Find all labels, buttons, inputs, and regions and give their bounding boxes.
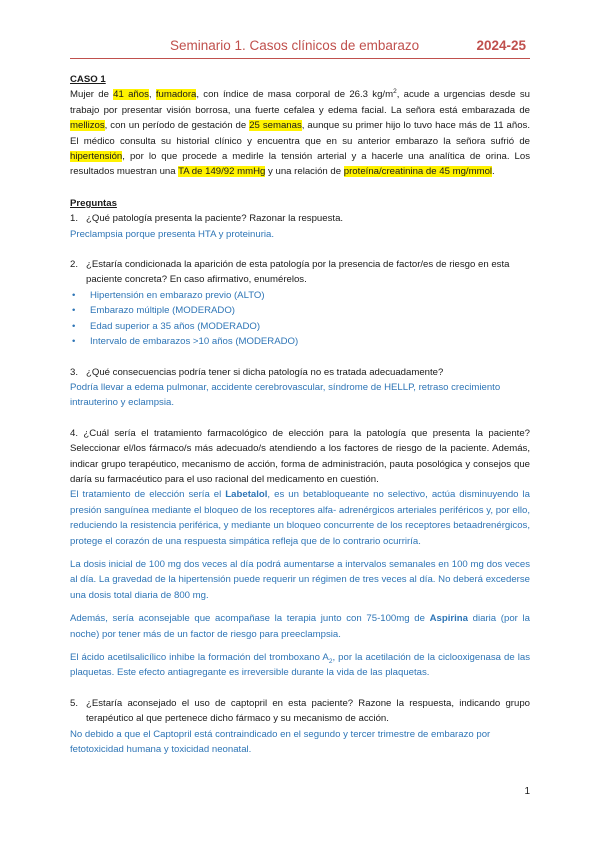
question-text: ¿Qué consecuencias podría tener si dicha patología no es tratada adecuadamente?	[86, 366, 444, 378]
list-item: • Edad superior a 35 años (MODERADO)	[70, 319, 530, 334]
question-text-4	[70, 426, 530, 488]
drug-aspirin: Aspirina	[429, 613, 468, 625]
answer-3: Podría llevar a edema pulmonar, accidente cerebrovascular, síndrome de HELLP, retraso crecimiento intrauterino y eclampsia.	[70, 381, 501, 409]
question-number: 3.	[70, 366, 79, 378]
case-description	[70, 87, 530, 179]
answer-5: No debido a que el Captopril está contraindicado en el segundo y tercer trimestre de embarazo por fetotoxicidad humana y toxicidad neonatal.	[70, 728, 491, 756]
answer-4-aspirin	[70, 611, 530, 642]
highlight-twins: mellizos	[70, 120, 105, 132]
case-text: , por lo que procede a medirle la tensión arterial y a hacerle una analítica de orina. Los resultados muestran una	[70, 151, 530, 178]
answer-text: diaria (por la noche) por tener más de un factor de riesgo para preeclampsia.	[70, 613, 530, 640]
case-text: , acude a urgencias desde su trabajo por presentar visión borrosa, una fuerte cefalea y edema facial. La señora está embarazada de	[70, 89, 530, 116]
case-text: , con índice de masa corporal de 26.3 kg/m	[196, 89, 394, 101]
document-body	[70, 72, 530, 757]
case-text: Mujer de	[70, 89, 114, 101]
list-item: • Intervalo de embarazos >10 años (MODERADO)	[70, 334, 530, 349]
case-text: .	[492, 166, 495, 178]
answer-4-mechanism	[70, 487, 530, 549]
answer-text: Además, sería aconsejable que acompañase la terapia junto con 75-100mg de	[70, 613, 430, 625]
question-text: ¿Cuál sería el tratamiento farmacológico de elección para la patología que presenta la paciente? Seleccionar el/los fármaco/s más adecuado/s atendiendo a los factores de riesgo de la paciente. Además, indicar grupo terapéutico, mecanismo de acción, forma de administración, pauta posológica y consejos que daría su farmacéutico para el uso racional del medicamento en cuestión.	[70, 427, 530, 485]
list-item: • Hipertensión en embarazo previo (ALTO)	[70, 288, 530, 303]
highlight-protein: proteína/creatinina de 45 mg/mmol	[343, 166, 493, 178]
header-year: 2024-25	[476, 38, 526, 53]
page-header	[70, 38, 530, 59]
answer-4-dosage: La dosis inicial de 100 mg dos veces al día podrá aumentarse a intervalos semanales en 100 mg dos veces al día. La gravedad de la hipertensión puede requerir un régimen de tres veces al día. No deberá excederse una dosis total diaria de 800 mg.	[70, 558, 530, 601]
case-text: , con un período de gestación de	[104, 120, 250, 132]
questions-title: Preguntas	[70, 197, 117, 209]
answer-text: , es un betabloqueante no selectivo, actúa disminuyendo la presión sanguínea mediante el bloqueo de los receptores alfa- adrenérgicos arteriales periféricos y, por ello, reduciendo la resistencia periférica, y mediante un bloqueo concurrente de los receptores betaadrenérgicos, protege el corazón de una respuesta simpática refleja que de lo contrario ocurriría.	[70, 489, 530, 547]
case-text: , aunque su primer hijo lo tuvo hace más de 11 años. El médico consulta su historial clínico y encuentra que en su anterior embarazo la señora sufrió de	[70, 120, 530, 147]
answer-text: , por la acetilación de la ciclooxigenasa de las plaquetas. Este efecto antiagregante es irreversible durante la vida de las plaquetas.	[70, 652, 530, 679]
list-item: • Embarazo múltiple (MODERADO)	[70, 303, 530, 318]
question-text: ¿Estaría aconsejado el uso de captopril en esta paciente? Razone la respuesta, indicando grupo terapéutico al que pertenece dicho fármaco y su mecanismo de acción.	[86, 697, 530, 725]
highlight-age: 41 años	[113, 89, 149, 101]
question-number: 2.	[70, 259, 79, 271]
question-number: 1.	[70, 213, 79, 225]
drug-labetalol: Labetalol	[225, 489, 268, 501]
question-5	[70, 696, 530, 758]
answer-sub: 2	[328, 657, 333, 665]
question-number: 5.	[70, 697, 79, 709]
case-text: ,	[148, 89, 156, 101]
highlight-weeks: 25 semanas	[249, 120, 302, 132]
case-text: y una relación de	[265, 166, 344, 178]
question-text: ¿Estaría condicionada la aparición de esta patología por la presencia de factor/es de riesgo en esta paciente concreta? En caso afirmativo, enumérelos.	[86, 259, 510, 286]
question-2	[70, 257, 530, 349]
question-3	[70, 365, 530, 411]
answer-4-aas	[70, 650, 530, 681]
answer-text: El ácido acetilsalicílico inhibe la formación del tromboxano A	[70, 652, 329, 663]
question-4	[70, 426, 530, 681]
answer-text: El tratamiento de elección sería el	[70, 489, 226, 501]
risk-factor-list	[70, 288, 530, 350]
question-text: ¿Qué patología presenta la paciente? Razonar la respuesta.	[86, 213, 344, 225]
highlight-hypertension: hipertensión	[70, 151, 123, 163]
highlight-smoker: fumadora	[155, 89, 197, 101]
case-title: CASO 1	[70, 74, 106, 85]
header-title: Seminario 1. Casos clínicos de embarazo	[170, 38, 420, 53]
highlight-ta: TA de 149/92 mmHg	[178, 166, 266, 178]
answer-1: Preclampsia porque presenta HTA y proteinuria.	[70, 228, 275, 240]
question-number: 4.	[70, 427, 79, 439]
question-1	[70, 211, 530, 242]
case-sup: 2	[393, 88, 397, 96]
page-number: 1	[524, 786, 530, 797]
